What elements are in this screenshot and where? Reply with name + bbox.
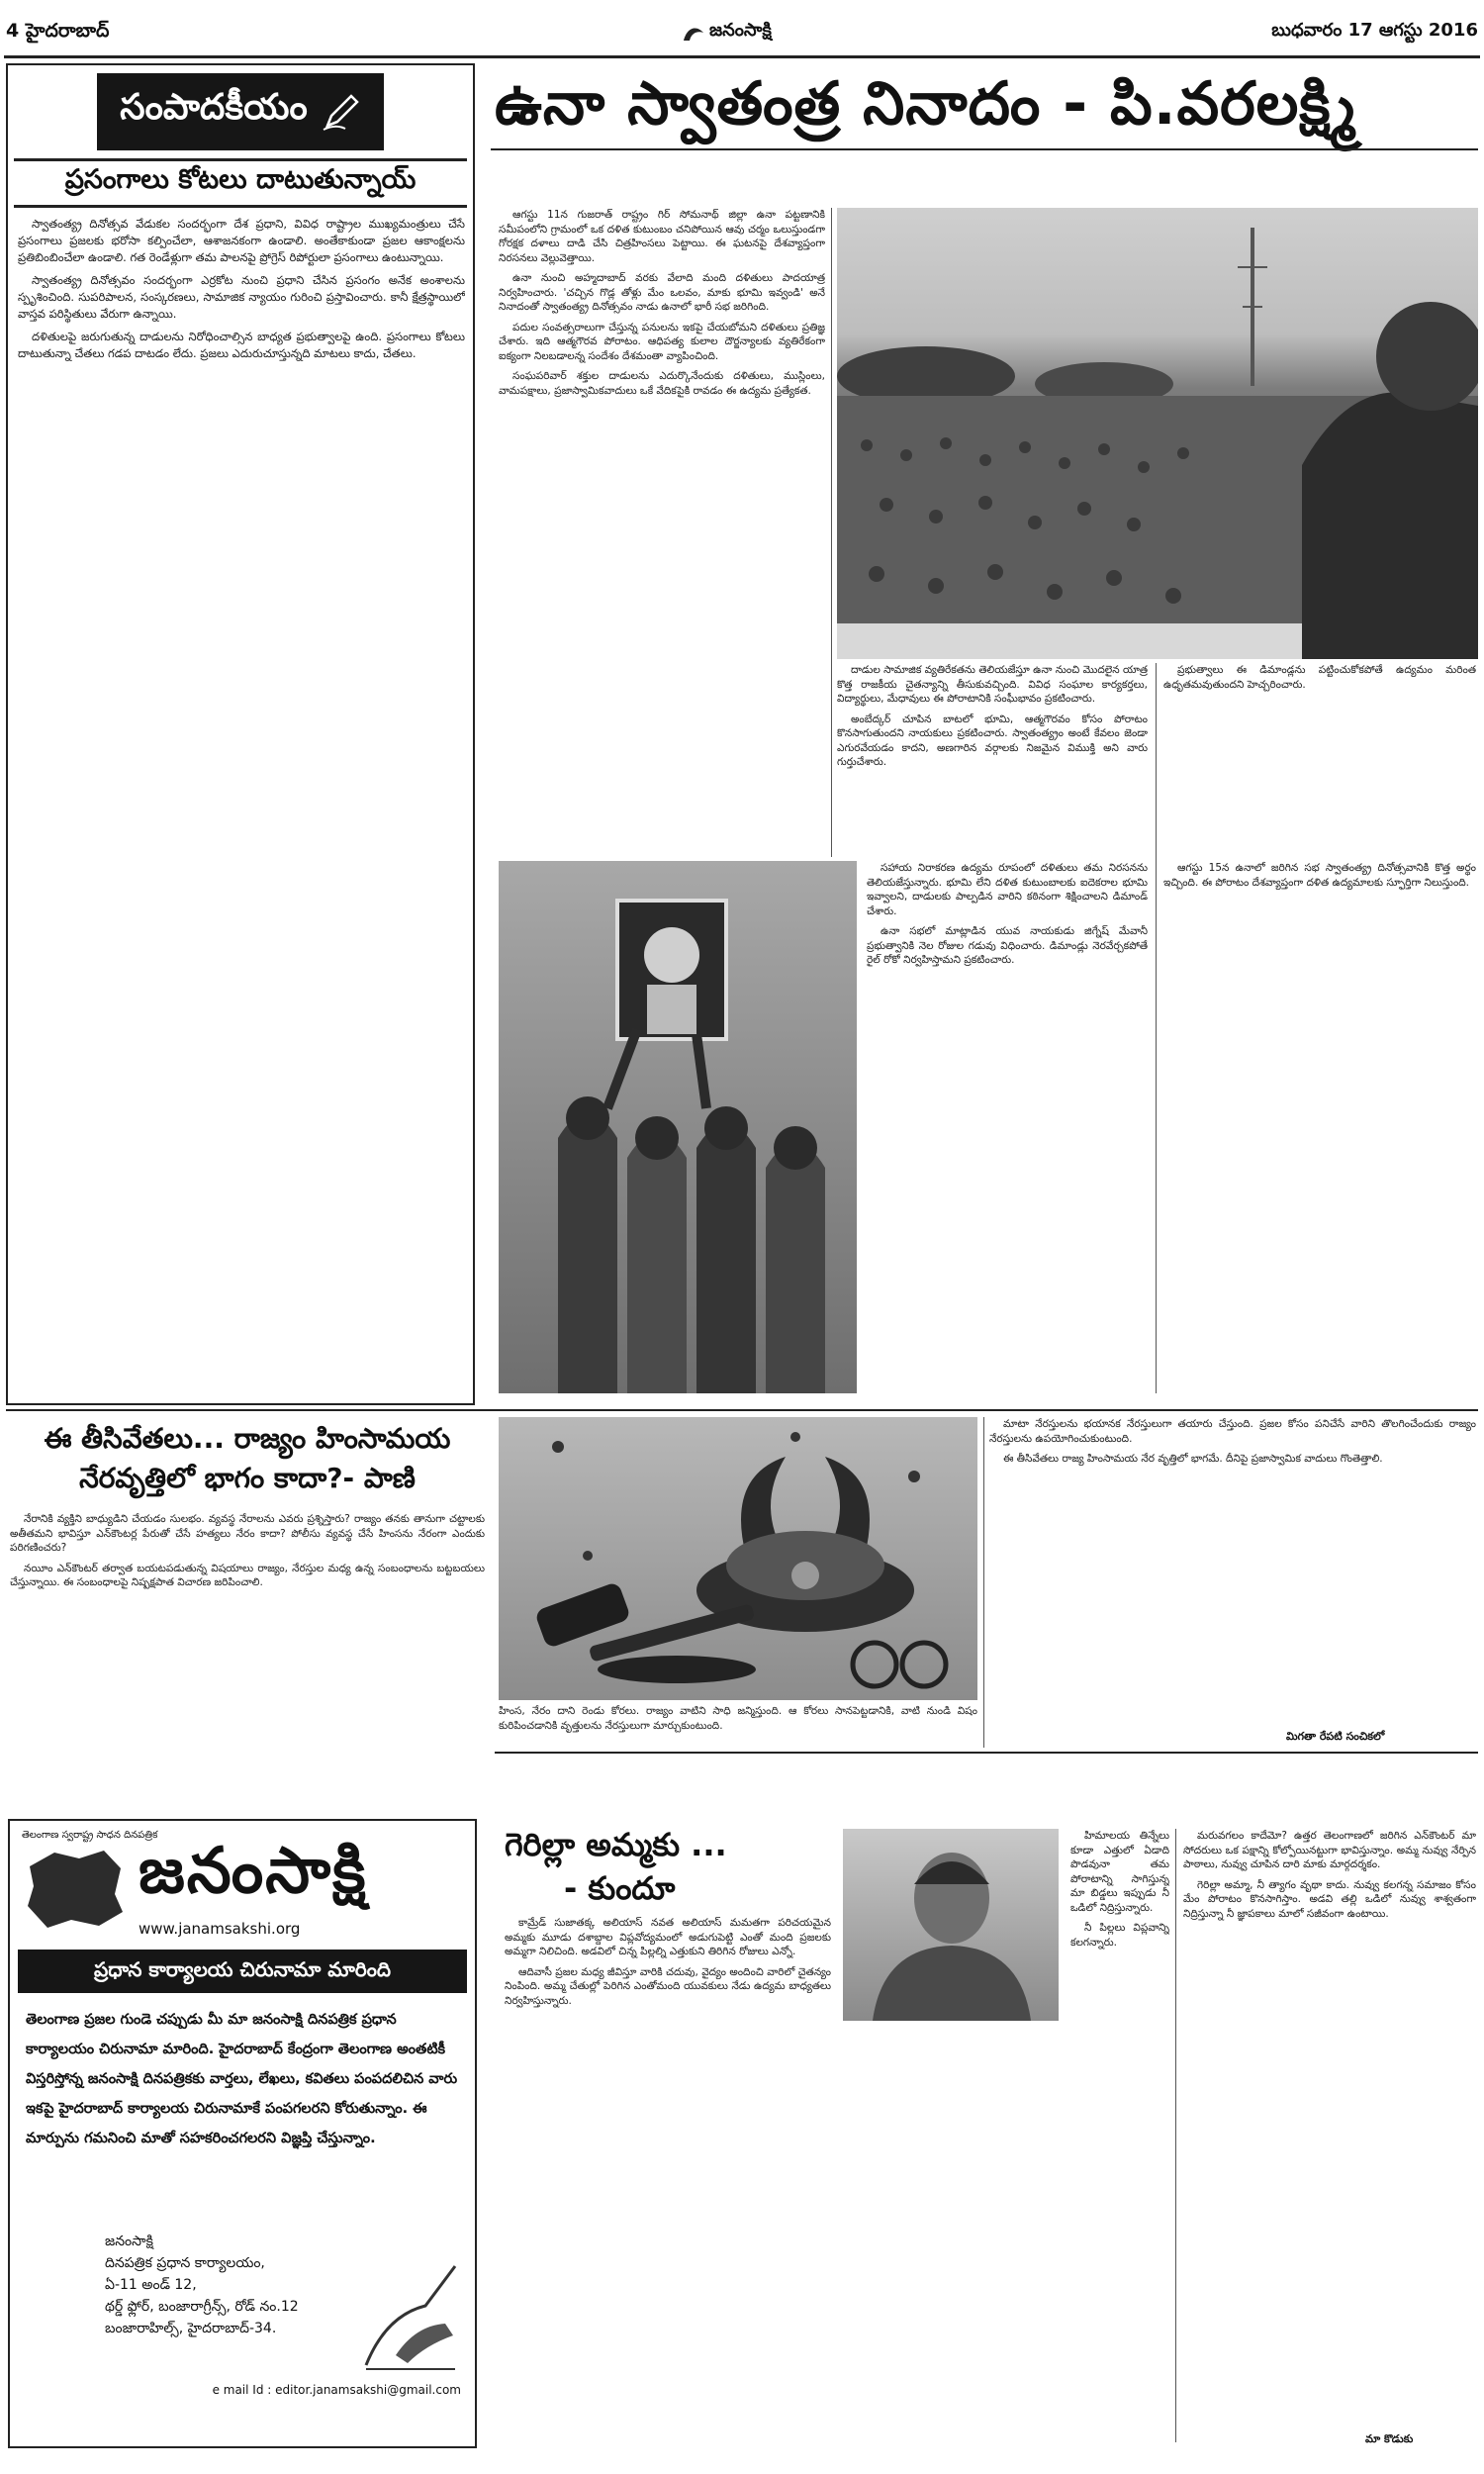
notice-email[interactable]: e mail Id : editor.janamsakshi@gmail.com xyxy=(212,2383,461,2397)
address-line: బంజారాహిల్స్‌, హైదరాబాద్‌-34. xyxy=(105,2321,277,2336)
editorial-paragraph: దళితులపై జరుగుతున్న దాడులను నిరోధించాల్సిన బాధ్యత ప్రభుత్వాలపై ఉంది. ప్రసంగాలు కోటలు దాటుతున్నా చేతలు గడప దాటడం లేదు. ప్రజలు ఎదురుచూస్తున్నది మాటలు కాదు, చేతలు. xyxy=(18,330,465,360)
lead-paragraph: పదుల సంవత్సరాలుగా చేస్తున్న పనులను ఇకపై చేయబోమని దళితులు ప్రతిజ్ఞ చేశారు. ఇది ఆత్మగౌరవ పోరాటం. ఆధిపత్య కులాల దౌర్జన్యాలకు వ్యతిరేకంగా ఐక్యంగా నిలబడాలన్న సందేశం దేశమంతా వ్యాపించింది. xyxy=(499,321,825,362)
second-credit: మిగతా రేపటి సంచికలో xyxy=(1286,1730,1385,1743)
lead-paragraph: ఆగస్టు 11న గుజరాత్‌ రాష్ట్రం గిర్‌ సోమనాథ్‌ జిల్లా ఉనా పట్టణానికి సమీపంలోని గ్రామంలో ఒక దళిత కుటుంబం చనిపోయిన ఆవు చర్మం ఒలుస్తుండగా గోరక్షక దళాలు దాడి చేసి చిత్రహింసలు పెట్టాయి. ఈ ఘటనపై దేశవ్యాప్తంగా నిరసనలు వెల్లువెత్తాయి. xyxy=(499,209,825,264)
address-line: ఏ-11 అండ్‌ 12, xyxy=(105,2277,197,2293)
writing-hand-icon xyxy=(346,2246,465,2375)
editorial-headline: ప్రసంగాలు కోటలు దాటుతున్నాయ్ xyxy=(64,164,417,195)
second-paragraph: నేరానికి వ్యక్తిని బాధ్యుడిని చేయడం సులభం. వ్యవస్థ నేరాలను ఎవరు ప్రశ్నిస్తారు? రాజ్యం తనకు తానుగా చట్టాలకు అతీతమని భావిస్తూ ఎన్‌కౌంటర్ల పేరుతో చేసే హత్యలు నేరం కాదా? పోలీసు వ్యవస్థ చేసే హింసను నేరంగా ఎందుకు పరిగణించరు? xyxy=(10,1513,485,1554)
notice-headline-bar xyxy=(18,1950,467,1993)
second-headline: ఈ తీసివేతలు... రాజ్యం హింసామయ నేరవృత్తిలో భాగం కాదా?- పాణి xyxy=(44,1422,451,1494)
rally-photo xyxy=(837,208,1478,659)
second-paragraph: ఈ తీసివేతలు రాజ్య హింసామయ నేర వృత్తిలో భాగమే. దీనిపై ప్రజాస్వామిక వాదులు గొంతెత్తాలి. xyxy=(1003,1453,1383,1465)
lead-paragraph: ఉనా సభలో మాట్లాడిన యువ నాయకుడు జిగ్నేష్‌ మేవానీ ప్రభుత్వానికి నెల రోజుల గడువు విధించారు. డిమాండ్లు నెరవేర్చకపోతే రైల్‌ రోకో నిర్వహిస్తామని ప్రకటించారు. xyxy=(867,925,1148,966)
lead-paragraph: దాడుల సామాజిక వ్యతిరేకతను తెలియజేస్తూ ఉనా నుంచి మొదలైన యాత్ర కొత్త రాజకీయ చైతన్యాన్ని తీసుకువచ్చింది. వివిధ సంఘాల కార్యకర్తలు, విద్యార్థులు, మేధావులు ఈ పోరాటానికి సంఘీభావం ప్రకటించారు. xyxy=(837,664,1148,705)
lead-paragraph: ఆగస్టు 15న ఉనాలో జరిగిన సభ స్వాతంత్య్ర దినోత్సవానికి కొత్త అర్థం ఇచ్చింది. ఈ పోరాటం దేశవ్యాప్తంగా దళిత ఉద్యమాలకు స్ఫూర్తిగా నిలుస్తుంది. xyxy=(1163,862,1476,889)
second-body-right xyxy=(989,1417,1476,1724)
lead-headline: ఉనా స్వాతంత్ర నినాదం - పి.వరలక్ష్మి xyxy=(495,69,1356,139)
editorial-paragraph: స్వాతంత్య్ర దినోత్సవం సందర్భంగా ఎర్రకోట నుంచి ప్రధాని చేసిన ప్రసంగం అనేక అంశాలను స్పృశించింది. సుపరిపాలన, సంస్కరణలు, సామాజిక న్యాయం గురించి ప్రస్తావించారు. కానీ క్షేత్రస్థాయిలో వాస్తవ పరిస్థితులు వేరుగా ఉన్నాయి. xyxy=(18,273,465,321)
third-headline-block xyxy=(505,1823,831,1910)
issue-date: బుధవారం 17 ఆగస్టు 2016 xyxy=(1271,20,1478,41)
guerrilla-mother-photo xyxy=(843,1829,1059,2021)
second-paragraph: మాటా నేరస్తులను భయానక నేరస్తులుగా తయారు చేస్తుంది. ప్రజల కోసం పనిచేసే వారిని తొలగించేందుకు రాజ్యం నేరస్తులను ఉపయోగించుకుంటుంది. xyxy=(989,1418,1476,1445)
header-masthead xyxy=(683,20,772,45)
address-line: దినపత్రిక ప్రధాన కార్యాలయం, xyxy=(105,2255,265,2271)
editorial-headline-bar xyxy=(14,158,467,208)
editorial-banner-title: సంపాదకీయం xyxy=(120,87,308,128)
lead-body-continued xyxy=(837,663,1148,857)
protest-photo-illustration xyxy=(499,861,857,1393)
lead-body xyxy=(499,208,825,857)
third-credit: మా కొడుకు xyxy=(1365,2432,1414,2445)
editorial-paragraph: స్వాతంత్య్ర దినోత్సవ వేడుకల సందర్భంగా దేశ ప్రధాని, వివిధ రాష్ట్రాల ముఖ్యమంత్రులు చేసే ప్రసంగాలు ప్రజలకు భరోసా కల్పించేలా, ఆశాజనకంగా ఉండాలి. అంతేకాకుండా ప్రజల ఆకాంక్షలను ప్రతిబింబించేలా ఉండాలి. గత రెండేళ్లుగా తమ పాలనపై ప్రోగ్రెస్‌ రిపోర్టులా ప్రసంగాలు ఉంటున్నాయి. xyxy=(18,217,465,264)
third-headline-line1: గెరిల్లా అమ్మకు ... xyxy=(505,1826,727,1863)
pen-icon xyxy=(322,92,361,132)
third-paragraph: నీ పిల్లలు విప్లవాన్ని కలగన్నారు. xyxy=(1070,1922,1169,1949)
third-body-narrow xyxy=(1070,1829,1169,2021)
portrait-illustration xyxy=(843,1829,1059,2021)
editorial-body xyxy=(18,216,465,1393)
lead-body-continued-2 xyxy=(1163,663,1476,857)
notice-body: తెలంగాణ ప్రజల గుండె చప్పుడు మీ మా జనంసాక్షి దినపత్రిక ప్రధాన కార్యాలయం చిరునామా మారింది. హైదరాబాద్‌ కేంద్రంగా తెలంగాణ అంతటికీ విస్తరిస్తోన్న జనంసాక్షి దినపత్రికకు వార్తలు, లేఖలు, కవితలు పంపదలిచిన వారు ఇకపై హైదరాబాద్‌ కార్యాలయ చిరునామాకే పంపగలరని కోరుతున్నాం. ఈ మార్పును గమనించి మాతో సహకరించగలరని విజ్ఞప్తి చేస్తున్నాం. xyxy=(26,2012,458,2146)
third-body-right xyxy=(1183,1829,1476,2423)
lead-body-right-2 xyxy=(1163,861,1476,1393)
lead-body-right xyxy=(867,861,1148,1393)
address-line: జనంసాక్షి xyxy=(105,2234,153,2249)
third-paragraph: కామ్రేడ్‌ సుజాతక్క అలియాస్‌ నవత అలియాస్‌ మమతగా పరిచయమైన అమ్మకు మూడు దశాబ్దాల విప్లవోద్యమంలో అడుగుపెట్టి ఎంతో మంది ప్రజలకు అమ్మగా నిలిచింది. అడవిలో చిన్న పిల్లల్ని ఎత్తుకుని తిరిగిన రోజులు ఎన్నో. xyxy=(505,1917,831,1957)
masthead-emblem-icon xyxy=(683,24,704,42)
second-paragraph: నయీం ఎన్‌కౌంటర్‌ తర్వాత బయటపడుతున్న విషయాలు రాజ్యం, నేరస్తుల మధ్య ఉన్న సంబంధాలను బట్టబయలు చేస్తున్నాయి. ఈ సంబంధాలపై నిష్పక్షపాత విచారణ జరిపించాలి. xyxy=(10,1562,485,1588)
protest-photo xyxy=(499,861,857,1393)
third-paragraph: ఆదివాసీ ప్రజల మధ్య జీవిస్తూ వారికి చదువు, వైద్యం అందించి వారిలో చైతన్యం నింపింది. అమ్మ చేతుల్లో పెరిగిన ఎంతోమంది యువకులు నేడు ఉద్యమ బాధ్యతలు నిర్వహిస్తున్నారు. xyxy=(505,1965,831,2007)
lead-paragraph: సంఘపరివార్‌ శక్తుల దాడులను ఎదుర్కొనేందుకు దళితులు, ముస్లింలు, వామపక్షాలు, ప్రజాస్వామికవాదులు ఒకే వేదికపైకి రావడం ఈ ఉద్యమ ప్రత్యేకత. xyxy=(499,370,825,397)
third-paragraph: మరువగలం కాదేమో? ఉత్తర తెలంగాణలో జరిగిన ఎన్‌కౌంటర్‌ మా సోదరులు ఒక పక్షాన్ని కోల్పోయినట్టుగా భావిస్తున్నాం. అమ్మ నువ్వు నేర్పిన పాఠాలు, నువ్వు చూపిన దారి మాకు మార్గదర్శకం. xyxy=(1183,1830,1476,1870)
telangana-map-icon xyxy=(20,1847,129,1932)
gavel-photo-illustration xyxy=(499,1417,977,1700)
notice-headline: ప్రధాన కార్యాలయ చిరునామా మారింది xyxy=(93,1956,391,1981)
third-body xyxy=(505,1916,831,2440)
editorial-box xyxy=(6,63,475,1405)
third-headline-line2: - కుందూ xyxy=(564,1869,676,1907)
lead-paragraph: అంబేద్కర్‌ చూపిన బాటలో భూమి, ఆత్మగౌరవం కోసం పోరాటం కొనసాగుతుందని నాయకులు ప్రకటించారు. స్వాతంత్య్రం అంటే కేవలం జెండా ఎగురవేయడం కాదని, అణగారిన వర్గాలకు నిజమైన విముక్తి అని వారు గుర్తుచేశారు. xyxy=(837,713,1148,768)
third-paragraph: హిమాలయ తిన్నేలు కూడా ఎత్తులో ఏడాది పొడవునా తమ పోరాటాన్ని సాగిస్తున్న మా బిడ్డలు ఇప్పుడు నీ ఒడిలో నిద్రిస్తున్నారు. xyxy=(1070,1830,1169,1914)
page-header xyxy=(0,0,1484,61)
third-paragraph: గెరిల్లా అమ్మా, నీ త్యాగం వృథా కాదు. నువ్వు కలగన్న సమాజం కోసం మేం పోరాటం కొనసాగిస్తాం. అడవి తల్లి ఒడిలో నువ్వు శాశ్వతంగా నిద్రిస్తున్నా నీ జ్ఞాపకాలు మాలో సజీవంగా ఉంటాయి. xyxy=(1183,1878,1476,1920)
address-line: థర్డ్‌ ఫ్లోర్‌, బంజారాగ్రీన్స్‌, రోడ్‌ నం.12 xyxy=(105,2299,299,2315)
rally-photo-illustration xyxy=(837,208,1478,659)
masthead-small-title: జనంసాక్షి xyxy=(709,20,772,41)
gavel-photo-caption: హింస, నేరం దాని రెండు కోరలు. రాజ్యం వాటిని సాధి జన్మిస్తుంది. ఆ కోరలు సానపెట్టడానికి, వాటి నుండి విషం కురిపించడానికి వృత్తులను నేరస్తులుగా మార్చుకుంటుంది. xyxy=(499,1705,977,1732)
notice-box xyxy=(8,1819,477,2448)
lead-paragraph: ఉనా నుంచి అహ్మదాబాద్‌ వరకు వేలాది మంది దళితులు పాదయాత్ర నిర్వహించారు. 'చచ్చిన గొడ్ల తోళ్లు మేం ఒలవం, మాకు భూమి ఇవ్వండి' అనే నినాదంతో స్వాతంత్య్ర దినోత్సవం నాడు ఉనాలో భారీ సభ జరిగింది. xyxy=(499,272,825,313)
notice-url[interactable]: www.janamsakshi.org xyxy=(139,1920,301,1938)
lead-paragraph: సహాయ నిరాకరణ ఉద్యమ రూపంలో దళితులు తమ నిరసనను తెలియజేస్తున్నారు. భూమి లేని దళిత కుటుంబాలకు ఐదెకరాల భూమి ఇవ్వాలని, దాడులకు పాల్పడిన వారిని కఠినంగా శిక్షించాలని డిమాండ్‌ చేశారు. xyxy=(867,862,1148,917)
editorial-banner xyxy=(97,73,384,150)
page-number-label: 4 హైదరాబాద్ xyxy=(6,20,110,42)
notice-masthead: జనంసాక్షి xyxy=(139,1835,368,1908)
notice-tagline: తెలంగాణ స్వరాష్ట్ర సాధన దినపత్రిక xyxy=(22,1830,158,1841)
gavel-photo xyxy=(499,1417,977,1700)
lead-paragraph: ప్రభుత్వాలు ఈ డిమాండ్లను పట్టించుకోకపోతే ఉద్యమం మరింత ఉధృతమవుతుందని హెచ్చరించారు. xyxy=(1163,664,1476,691)
